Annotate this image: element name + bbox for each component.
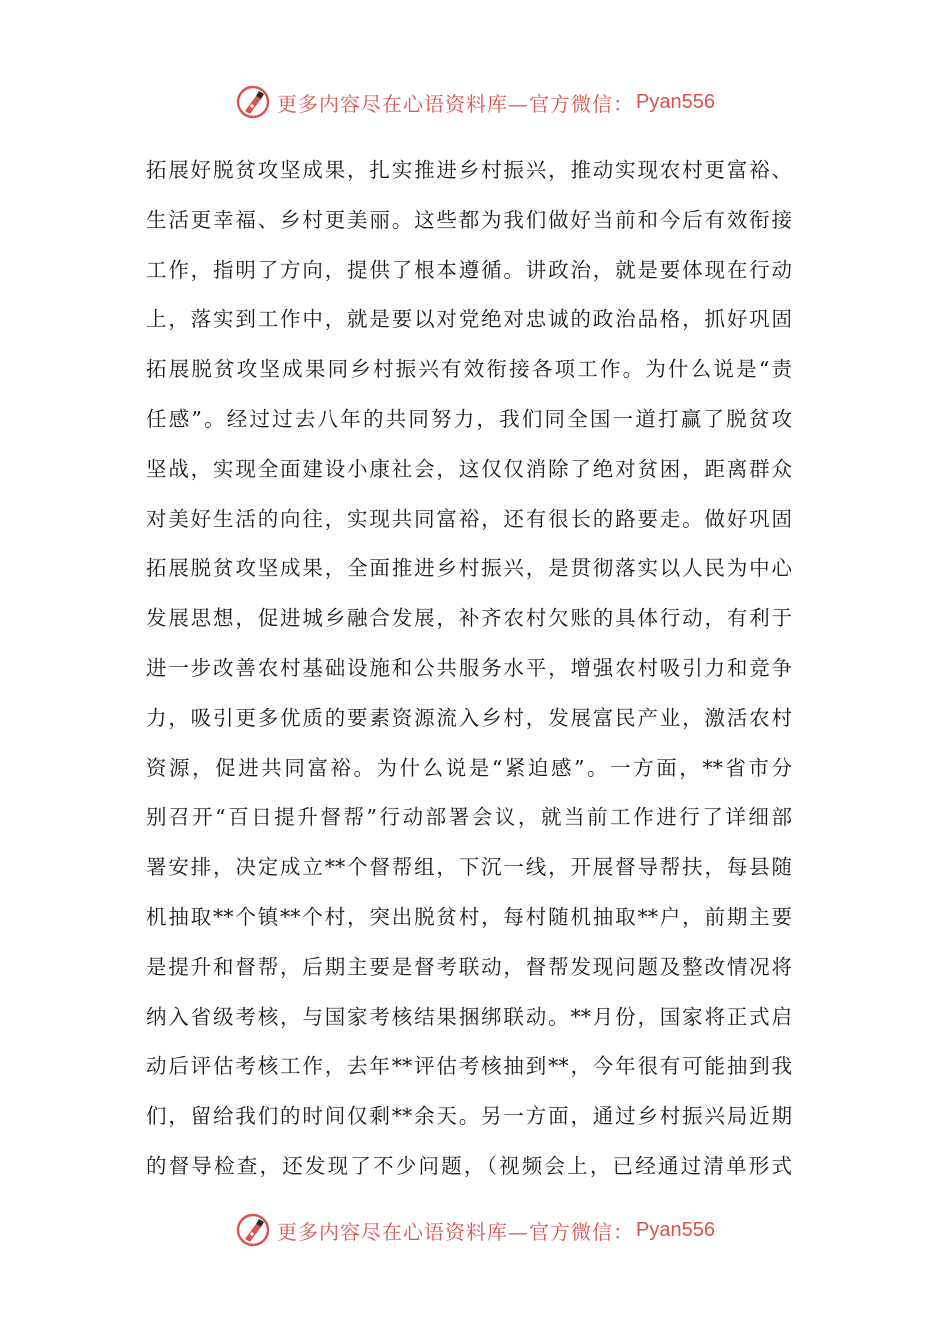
- text-line: 的督导检查，还发现了不少问题，（视频会上，已经通过清单形式: [146, 1153, 792, 1178]
- text-line: 生活更幸福、乡村更美丽。这些都为我们做好当前和今后有效衔接: [146, 207, 792, 232]
- text-line: 工作，指明了方向，提供了根本遵循。讲政治，就是要体现在行动: [146, 257, 792, 282]
- text-line: 进一步改善农村基础设施和公共服务水平，增强农村吸引力和竞争: [146, 655, 792, 680]
- text-line: 机抽取**个镇**个村，突出脱贫村，每村随机抽取**户，前期主要: [146, 904, 792, 929]
- text-line: 拓展脱贫攻坚成果同乡村振兴有效衔接各项工作。为什么说是“责: [146, 357, 792, 382]
- text-line: 署安排，决定成立**个督帮组，下沉一线，开展督导帮扶，每县随: [146, 855, 792, 880]
- text-line: 纳入省级考核，与国家考核结果捆绑联动。**月份，国家将正式启: [146, 1004, 792, 1029]
- text-line: 发展思想，促进城乡融合发展，补齐农村欠账的具体行动，有利于: [146, 606, 792, 631]
- banner-text: 更多内容尽在心语资料库—官方微信：: [277, 91, 635, 116]
- text-line: 上，落实到工作中，就是要以对党绝对忠诚的政治品格，抓好巩固: [146, 307, 792, 332]
- text-line: 坚战，实现全面建设小康社会，这仅仅消除了绝对贫困，距离群众: [146, 456, 792, 481]
- pen-nib-logo-icon: [235, 1212, 271, 1248]
- text-line: 资源，促进共同富裕。为什么说是“紧迫感”。一方面，**省市分: [146, 755, 792, 780]
- text-line: 是提升和督帮，后期主要是督考联动，督帮发现问题及整改情况将: [146, 954, 792, 979]
- banner-text: 更多内容尽在心语资料库—官方微信：: [277, 1219, 635, 1244]
- text-line: 别召开“百日提升督帮”行动部署会议，就当前工作进行了详细部: [146, 805, 792, 830]
- text-line: 们，留给我们的时间仅剩**余天。另一方面，通过乡村振兴局近期: [146, 1104, 792, 1129]
- text-line: 拓展好脱贫攻坚成果，扎实推进乡村振兴，推动实现农村更富裕、: [146, 158, 792, 182]
- wechat-handle: Pyan556: [636, 1218, 715, 1241]
- text-line: 对美好生活的向往，实现共同富裕，还有很长的路要走。做好巩固: [146, 506, 792, 531]
- footer-banner: [0, 1208, 950, 1252]
- text-line: 任感”。经过过去八年的共同努力，我们同全国一道打赢了脱贫攻: [146, 406, 792, 431]
- text-line: 力，吸引更多优质的要素资源流入乡村，发展富民产业，激活农村: [146, 705, 792, 730]
- pen-nib-logo-icon: [235, 84, 271, 120]
- wechat-handle: Pyan556: [636, 90, 715, 113]
- document-body: [146, 146, 792, 1192]
- text-line: 动后评估考核工作，去年**评估考核抽到**，今年很有可能抽到我: [146, 1054, 792, 1079]
- header-banner: [0, 80, 950, 124]
- text-line: 拓展脱贫攻坚成果，全面推进乡村振兴，是贯彻落实以人民为中心: [146, 556, 792, 581]
